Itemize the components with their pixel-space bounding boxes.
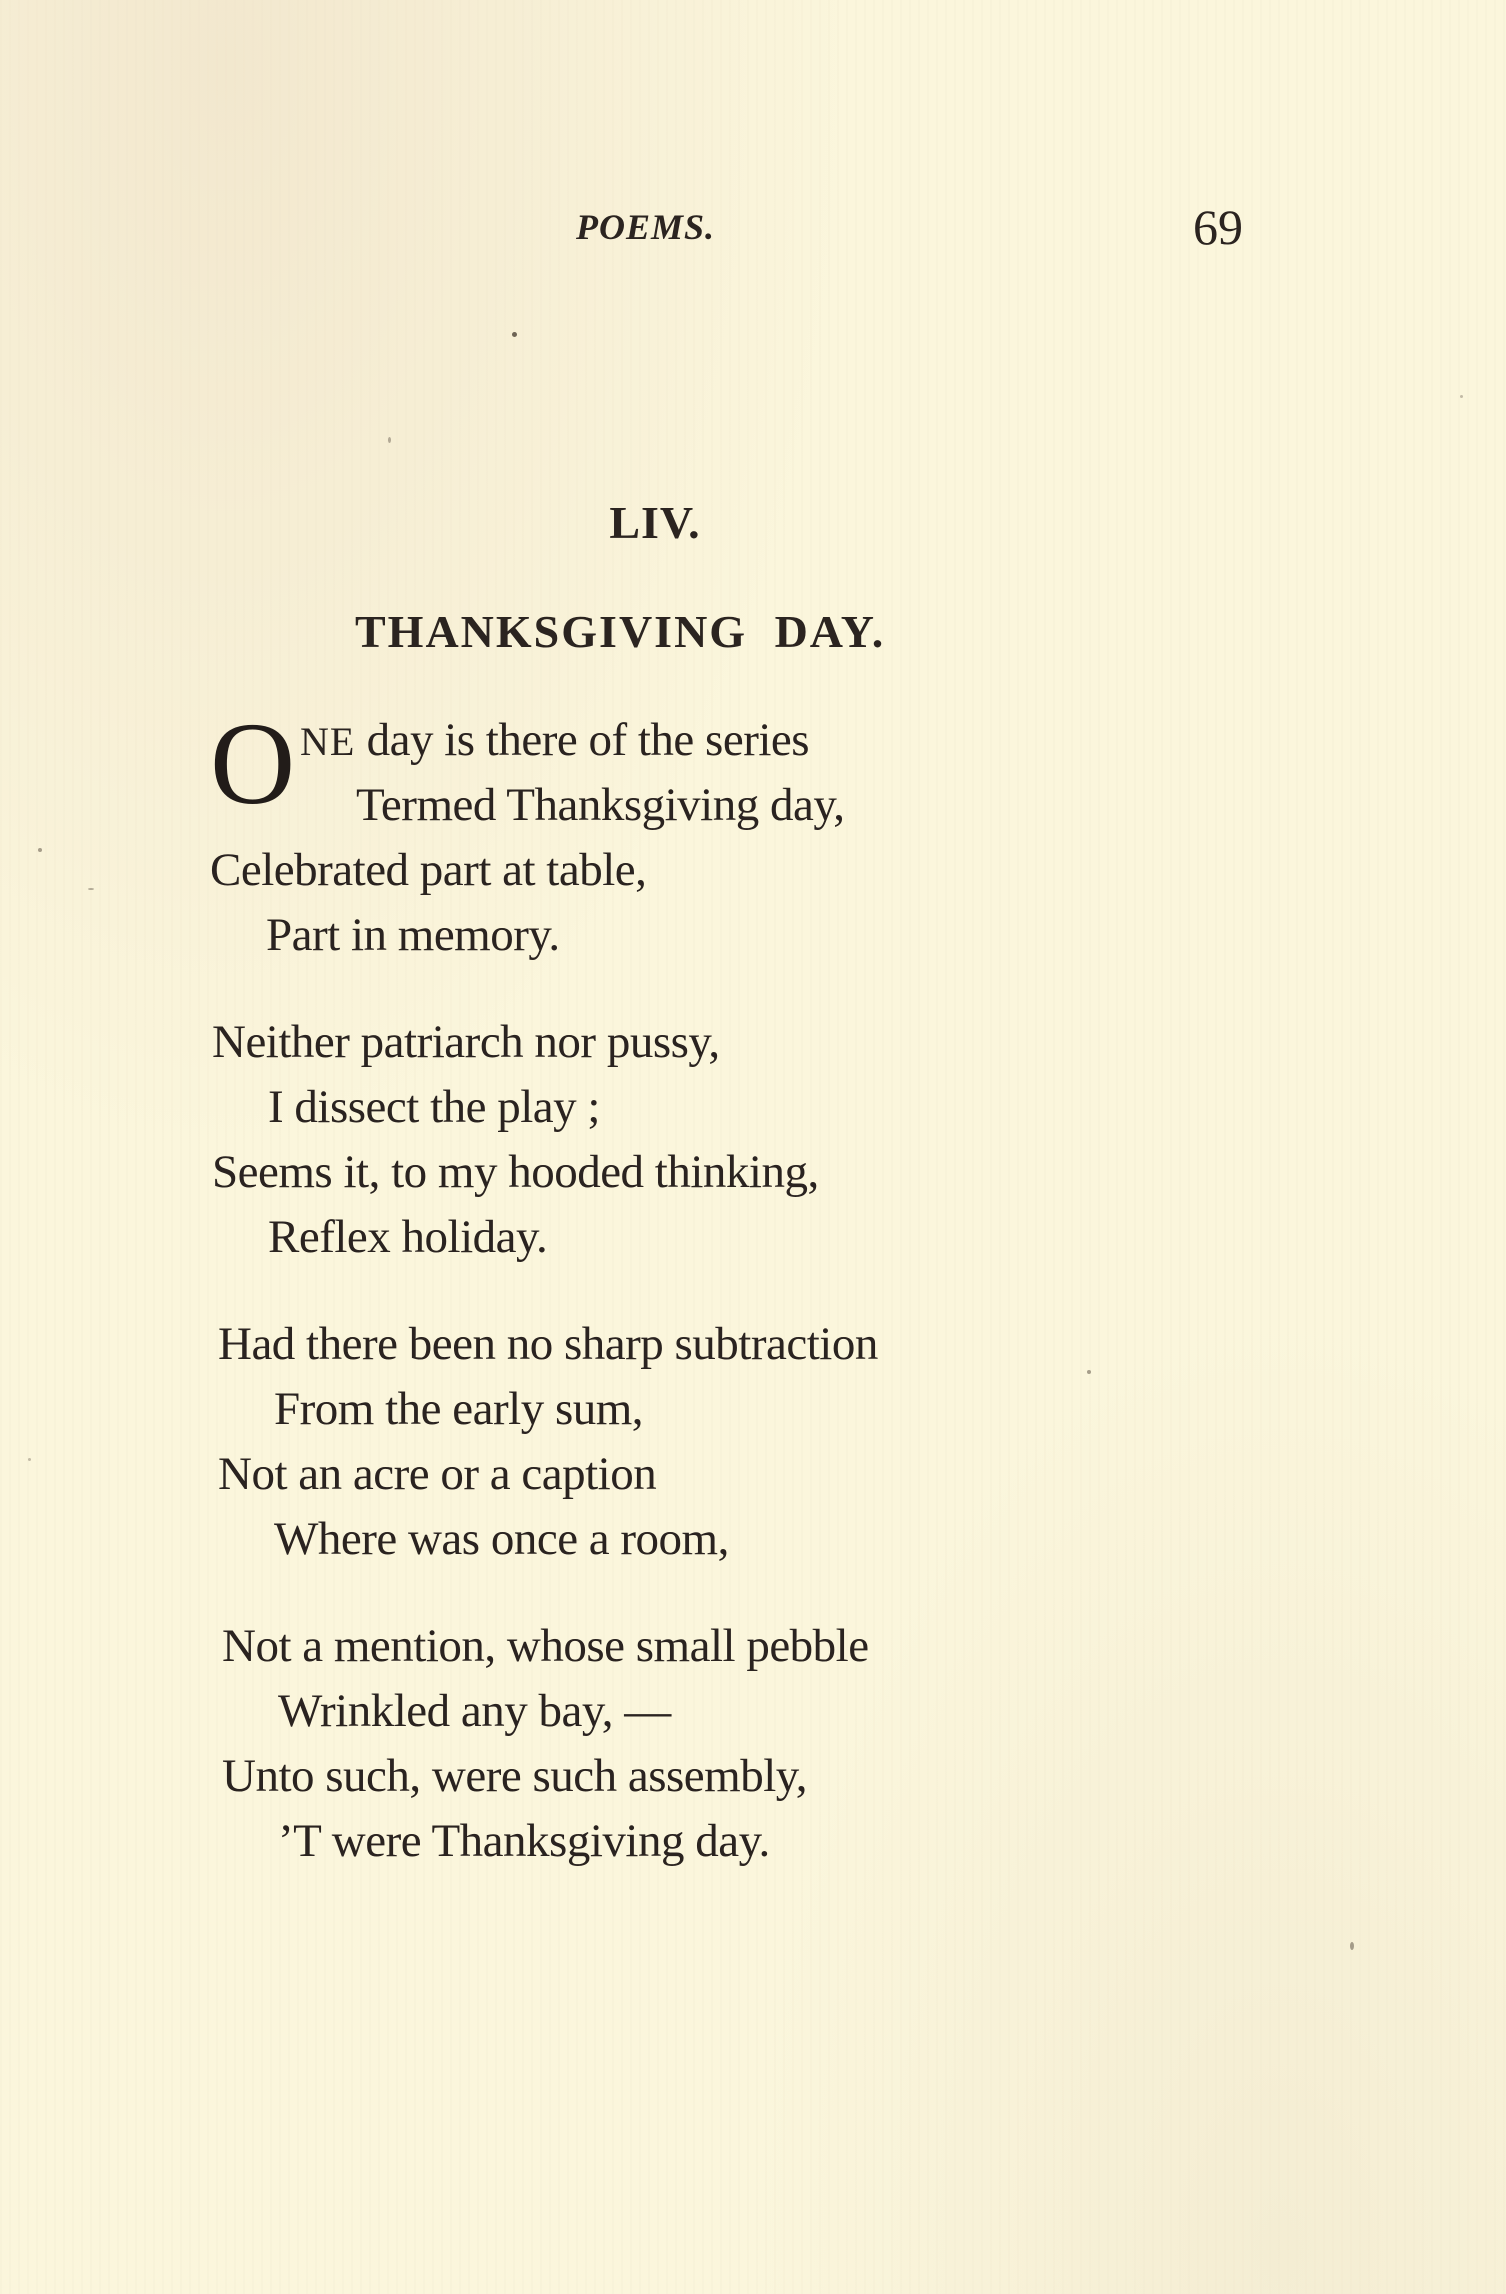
line-text: day is there of the series — [355, 714, 810, 766]
stanza-1 — [210, 698, 1110, 968]
paper-speck — [28, 1458, 31, 1461]
running-head: POEMS. — [576, 207, 716, 247]
paper-speck — [38, 848, 42, 852]
poem-line-10: From the early sum, — [274, 1383, 644, 1435]
poem-number: LIV. — [609, 497, 701, 548]
stanza-3 — [218, 1312, 1110, 1572]
stanza-2 — [212, 1010, 1110, 1270]
poem-line-16: ’T were Thanksgiving day. — [278, 1815, 770, 1867]
poem-line-7: Seems it, to my hooded thinking, — [212, 1146, 819, 1198]
poem-line-6: I dissect the play ; — [268, 1081, 600, 1133]
poem-line-11: Not an acre or a caption — [218, 1448, 657, 1500]
first-word-small-caps: NE — [300, 719, 356, 764]
paper-speck — [388, 437, 391, 443]
paper-speck — [1087, 1370, 1091, 1374]
stanza-4 — [222, 1614, 1110, 1874]
drop-cap: O — [210, 698, 295, 829]
poem-line-13: Not a mention, whose small pebble — [222, 1620, 869, 1672]
poem-line-15: Unto such, were such assembly, — [222, 1750, 807, 1802]
poem-line-12: Where was once a room, — [274, 1513, 729, 1565]
poem-body — [210, 698, 1110, 1874]
paper-speck — [88, 888, 94, 890]
poem-line-2: Termed Thanksgiving day, — [356, 779, 845, 831]
poem-line-9: Had there been no sharp subtraction — [218, 1318, 878, 1370]
paper-speck — [1460, 395, 1463, 398]
poem-line-14: Wrinkled any bay, — — [278, 1685, 671, 1737]
paper-speck — [1350, 1942, 1354, 1950]
poem-title: THANKSGIVING DAY. — [355, 606, 886, 657]
poem-line-8: Reflex holiday. — [268, 1211, 548, 1263]
page-number: 69 — [1193, 199, 1243, 255]
poem-line-4: Part in memory. — [266, 909, 560, 961]
paper-speck — [512, 332, 517, 337]
poem-line-3: Celebrated part at table, — [210, 844, 647, 896]
poem-line-5: Neither patriarch nor pussy, — [212, 1016, 720, 1068]
